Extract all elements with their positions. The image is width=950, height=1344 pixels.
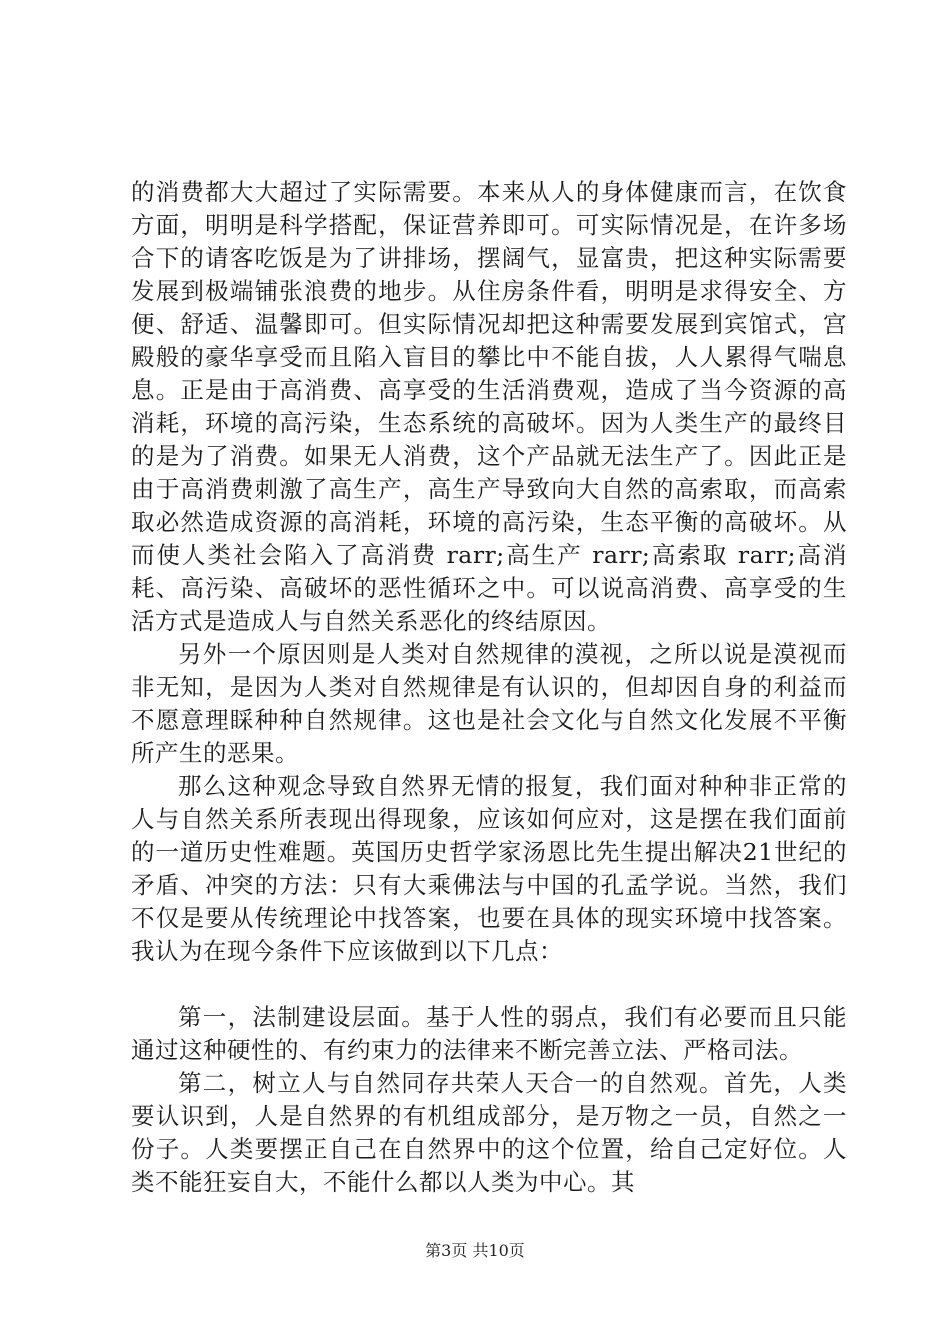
paragraph-2: 另外一个原因则是人类对自然规律的漠视，之所以说是漠视而非无知，是因为人类对自然规律是有认识的，但却因自身的利益而不愿意理睬种种自然规律。这也是社会文化与自然文化发展不平衡所产生的恶果。 (131, 640, 847, 767)
body-text (131, 176, 847, 1199)
paragraph-gap (131, 968, 847, 1001)
paragraph-5: 第二，树立人与自然同存共荣人天合一的自然观。首先，人类要认识到，人是自然界的有机组成部分，是万物之一员，自然之一份子。人类要摆正自己在自然界中的这个位置，给自己定好位。人类不能狂妄自大，不能什么都以人类为中心。其 (131, 1069, 847, 1196)
paragraph-1: 的消费都大大超过了实际需要。本来从人的身体健康而言，在饮食方面，明明是科学搭配，保证营养即可。可实际情况是，在许多场合下的请客吃饭是为了讲排场，摆阔气，显富贵，把这种实际需要发展到极端铺张浪费的地步。从住房条件看，明明是求得安全、方便、舒适、温馨即可。但实际情况却把这种需要发展到宾馆式，宫殿般的豪华享受而且陷入盲目的攀比中不能自拔，人人累得气喘息息。正是由于高消费、高享受的生活消费观，造成了当今资源的高消耗，环境的高污染，生态系统的高破坏。因为人类生产的最终目的是为了消费。如果无人消费，这个产品就无法生产了。因此正是由于高消费刺激了高生产，高生产导致向大自然的高索取，而高索取必然造成资源的高消耗，环境的高污染，生态平衡的高破坏。从而使人类社会陷入了高消费 rarr;高生产 rarr;高索取 rarr;高消耗、高污染、高破坏的恶性循环之中。可以说高消费、高享受的生活方式是造成人与自然关系恶化的终结原因。 (131, 178, 847, 635)
page-number-footer: 第3页 共10页 (425, 1241, 525, 1260)
paragraph-3: 那么这种观念导致自然界无情的报复，我们面对种种非正常的人与自然关系所表现出得现象，应该如何应对，这是摆在我们面前的一道历史性难题。英国历史哲学家汤恩比先生提出解决21世纪的矛盾、冲突的方法：只有大乘佛法与中国的孔孟学说。当然，我们不仅是要从传统理论中找答案，也要在具体的现实环境中找答案。我认为在现今条件下应该做到以下几点： (131, 772, 847, 965)
paragraph-4: 第一，法制建设层面。基于人性的弱点，我们有必要而且只能通过这种硬性的、有约束力的法律来不断完善立法、严格司法。 (131, 1003, 847, 1064)
